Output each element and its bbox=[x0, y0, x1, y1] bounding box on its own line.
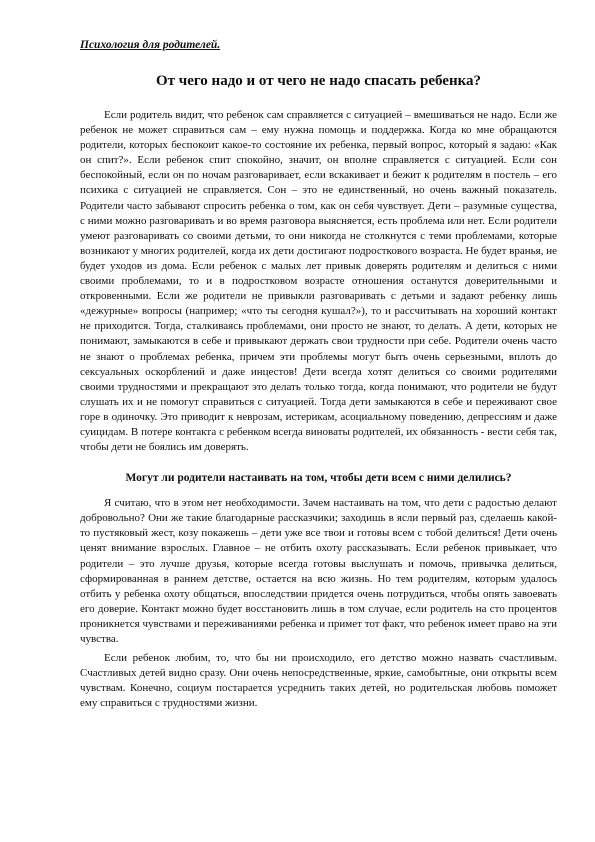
rubric-heading: Психология для родителей. bbox=[80, 39, 221, 51]
body-paragraph: Если родитель видит, что ребенок сам справляется с ситуацией – вмешиваться не надо. Если же ребенок не может справиться сам – ему нужна помощь и поддержка. Когда ко мне обращаются родители, которых беспокоит какое-то состояние их ребенка, первый вопрос, который я задаю: «Как он спит?». Если ребенок спит спокойно, значит, он вполне справляется с ситуацией. Если сон беспокойный, если он по ночам разговаривает, если вскакивает и бежит к родителям в постель – его психика с ситуацией не справляется. Сон – это не единственный, но очень важный показатель. Родители часто забывают спросить ребенка о том, как он себя чувствует. Дети – разумные существа, с ними можно разговаривать и во время разговора выясняется, есть проблема или нет. Если родители умеют разговаривать со своими детьми, то они никогда не столкнутся с теми проблемами, которые возникают у многих родителей, когда их дети достигают подросткового возраста. Не будет вранья, не будет уходов из дома. Если ребенок с малых лет привык доверять родителям и делиться с ними своими проблемами, то и в подростковом возрасте отношения останутся доверительными и откровенными. Если же родители не привыкли разговаривать с детьми и задают ребенку лишь «дежурные» вопросы (например; «что ты сегодня кушал?»), то и рассчитывать на хороший контакт не приходится. Тогда, сталкиваясь проблемами, они просто не знают, то делать. А дети, которых не понимают, замыкаются в себе и привыкают держать свои трудности при себе. Родители очень часто не знают о проблемах ребенка, причем эти проблемы могут быть очень серьезными, вплоть до сексуальных оскорблений и даже инцестов! Дети всегда хотят делиться со своими родителями своими трудностями и прекращают это делать только тогда, когда понимают, что родители не будут слушать их и не помогут справиться с ситуацией. Тогда дети замыкаются в себе и переживают свое горе в одиночку. Это приводит к неврозам, истерикам, асоциальному поведению, депрессиям и даже суицидам. В потере контакта с ребенком всегда виноваты родителей, их обязанность - вести себя так, чтобы дети не боялись им доверять. bbox=[80, 109, 557, 454]
document-page bbox=[80, 38, 557, 711]
section-subtitle: Могут ли родители настаивать на том, чтобы дети всем с ними делились? bbox=[125, 472, 512, 485]
body-paragraph: Я считаю, что в этом нет необходимости. Зачем настаивать на том, что дети с радостью делают добровольно? Они же такие благодарные рассказчики; заходишь в ясли первый раз, сделаешь какой-то пустяковый жест, козу покажешь – дети уже все твои и готовы всем с тобой делиться! Дети очень ценят внимание взрослых. Главное – не отбить охоту рассказывать. Если ребенок привыкает, что родители – это лучше друзья, которые всегда готовы выслушать и помочь, привычка делиться, сформированная в раннем детстве, остается на всю жизнь. Но тем родителям, которым удалось отбить у ребенка охоту общаться, впоследствии придется очень потрудиться, чтобы опять завоевать его доверие. Контакт можно будет восстановить лишь в том случае, если родитель на сто процентов проникнется чувствами и переживаниями ребенка и примет тот факт, что ребенок имеет право на эти чувства. bbox=[80, 497, 557, 645]
article-title: От чего надо и от чего не надо спасать ребенка? bbox=[155, 73, 482, 89]
body-paragraph: Если ребенок любим, то, что бы ни происходило, его детство можно назвать счастливым. Счастливых детей видно сразу. Они очень непосредственные, яркие, самобытные, они открыты всем чувствам. Конечно, социум постарается усреднить таких детей, но родительская любовь поможет ему справиться с трудностями жизни. bbox=[80, 652, 557, 710]
